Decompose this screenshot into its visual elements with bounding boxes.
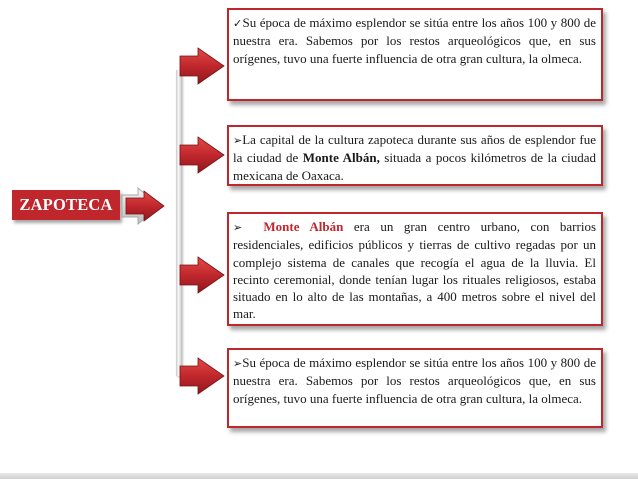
item-2-highlight: Monte Albán, (302, 150, 380, 166)
item-1-text: Su época de máximo esplendor se sitúa entre los años 100 y 800 de nuestra era. Sabemos por los restos arqueológicos que, en sus orígenes, tuvo una fuerte influencia de otra gran cultura, la olmeca. (233, 15, 596, 66)
zapoteca-title-label: ZAPOTECA (19, 195, 113, 214)
item-4-box (227, 348, 603, 428)
item-3-box (227, 212, 603, 326)
zapoteca-title (12, 190, 120, 220)
item-1-box (227, 8, 603, 101)
item-1-arrow-icon (178, 46, 228, 86)
connector-bar (176, 70, 182, 376)
item-3-highlight: Monte Albán (263, 219, 344, 234)
item-4-arrow-icon (178, 356, 228, 396)
item-2-text-after: situada a pocos kilómetros de la ciudad mexicana de Oaxaca. (233, 150, 597, 183)
item-2-text-before: La capital de la cultura zapoteca durante sus años de esplendor fue la ciudad de (233, 132, 596, 166)
item-3-text-after: era un gran centro urbano, con barrios residenciales, edificios públicos y tierras de cultivo regadas por un complejo sistema de canales que recogía el agua de la lluvia. El recinto ceremonial, donde tenían lugar los rituales religiosos, estaba situado en lo alto de las montañas, a 400 metros sobre el nivel del mar. (233, 219, 597, 322)
slide-bottom-edge (0, 473, 638, 479)
arrowhead-bullet-icon: ➢ (233, 221, 243, 234)
item-3-arrow-icon (178, 255, 228, 295)
item-2-box (227, 125, 603, 186)
item-2-arrow-icon (178, 135, 228, 175)
item-4-text: Su época de máximo esplendor se sitúa entre los años 100 y 800 de nuestra era. Sabemos por los restos arqueológicos que, en sus orígenes, tuvo una fuerte influencia de otra gran cultura, la olmeca. (233, 355, 596, 406)
title-arrow-icon (120, 186, 178, 226)
arrowhead-bullet-icon: ➢ (233, 134, 243, 147)
checkmark-icon: ✓ (233, 17, 243, 30)
arrowhead-bullet-icon: ➢ (233, 357, 243, 370)
